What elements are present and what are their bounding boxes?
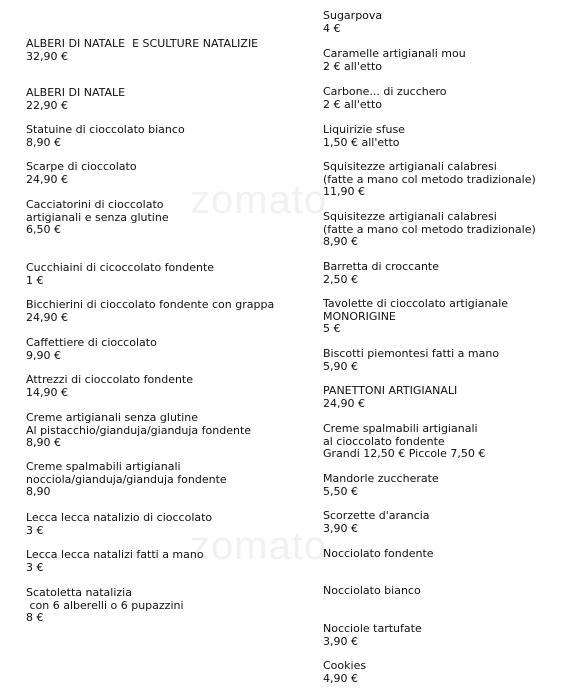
item-name: Cacciatorini di cioccolato xyxy=(26,198,164,211)
item-name: Nocciolato bianco xyxy=(323,584,421,597)
item-price: 5,90 € xyxy=(323,359,358,373)
menu-item xyxy=(323,348,499,373)
menu-item xyxy=(26,299,274,324)
item-price: 4 € xyxy=(323,21,341,35)
item-name: Scatoletta natalizia xyxy=(26,586,132,599)
menu-item xyxy=(26,38,258,63)
item-price: 3,90 € xyxy=(323,521,358,535)
menu-item xyxy=(323,211,536,249)
menu-item xyxy=(323,473,439,498)
item-name: Creme spalmabili artigianali xyxy=(26,460,181,473)
item-name: Squisitezze artigianali calabresi xyxy=(323,210,497,223)
item-name: Nocciolato fondente xyxy=(323,547,434,560)
menu-item xyxy=(323,660,366,685)
item-description: (fatte a mano col metodo tradizionale) xyxy=(323,172,536,186)
item-description: Grandi 12,50 € Piccole 7,50 € xyxy=(323,447,486,460)
menu-item xyxy=(26,549,204,574)
menu-item xyxy=(26,587,184,625)
item-name: Scarpe di cioccolato xyxy=(26,160,137,173)
menu-item xyxy=(323,510,430,535)
item-name: Carbone... di zucchero xyxy=(323,85,447,98)
item-description: Al pistacchio/gianduja/gianduja fondente xyxy=(26,423,252,437)
item-price: 5 € xyxy=(323,322,341,335)
item-name: Tavolette di cioccolato artigianale xyxy=(323,297,509,310)
menu-item xyxy=(26,199,169,237)
menu-item xyxy=(26,161,137,186)
menu-item xyxy=(323,124,405,149)
item-price: 2,50 € xyxy=(323,272,358,286)
item-price: 3 € xyxy=(26,523,44,537)
item-name: Scorzette d'arancia xyxy=(323,509,430,522)
menu-item xyxy=(323,623,422,648)
item-description: artigianali e senza glutine xyxy=(26,210,169,224)
item-name: Statuine di cioccolato bianco xyxy=(26,123,185,136)
menu-item xyxy=(323,10,382,35)
item-price: 8,90 € xyxy=(26,135,61,149)
item-price: 8,90 xyxy=(26,485,51,498)
menu-item xyxy=(26,412,251,450)
item-name: Attrezzi di cioccolato fondente xyxy=(26,373,194,386)
menu-item xyxy=(26,124,185,149)
item-name: Liquirizie sfuse xyxy=(323,123,405,136)
menu-item xyxy=(323,261,439,286)
item-name: PANETTONI ARTIGIANALI xyxy=(323,384,458,397)
item-name: Lecca lecca natalizio di cioccolato xyxy=(26,511,213,524)
item-price: 1 € xyxy=(26,273,44,287)
item-price: 3 € xyxy=(26,560,44,574)
item-price: 9,90 € xyxy=(26,348,61,362)
item-price: 6,50 € xyxy=(26,223,61,236)
item-price: 24,90 € xyxy=(26,310,68,324)
item-price: 22,90 € xyxy=(26,98,68,112)
menu-item xyxy=(26,374,193,399)
menu-item xyxy=(323,423,485,461)
item-name: ALBERI DI NATALE E SCULTURE NATALIZIE xyxy=(26,37,259,50)
item-name: Barretta di croccante xyxy=(323,260,440,273)
item-name: Nocciole tartufate xyxy=(323,622,422,635)
item-name: Cucchiaini di cicoccolato fondente xyxy=(26,261,215,274)
item-name: ALBERI DI NATALE xyxy=(26,86,126,99)
item-name: Biscotti piemontesi fatti a mano xyxy=(323,347,500,360)
item-price: 24,90 € xyxy=(26,172,68,186)
item-price: 2 € all'etto xyxy=(323,59,382,73)
item-price: 11,90 € xyxy=(323,185,365,198)
item-name: Squisitezze artigianali calabresi xyxy=(323,160,497,173)
item-name: Caffettiere di cioccolato xyxy=(26,336,157,349)
menu-item xyxy=(323,548,434,561)
item-description: nocciola/gianduja/gianduja fondente xyxy=(26,472,227,486)
menu-item xyxy=(26,461,227,499)
item-name: Creme artigianali senza glutine xyxy=(26,411,199,424)
item-price: 2 € all'etto xyxy=(323,97,382,111)
item-price: 5,50 € xyxy=(323,484,358,498)
watermark-bottom: zomato xyxy=(190,524,328,568)
item-price: 32,90 € xyxy=(26,49,68,63)
item-price: 1,50 € all'etto xyxy=(323,135,400,149)
menu-item xyxy=(26,87,125,112)
menu-item xyxy=(323,585,421,598)
menu-item xyxy=(26,262,214,287)
item-name: Cookies xyxy=(323,659,367,672)
item-name: Creme spalmabili artigianali xyxy=(323,422,478,435)
menu-item xyxy=(323,385,457,410)
item-price: 14,90 € xyxy=(26,385,68,399)
item-price: 3,90 € xyxy=(323,634,358,648)
item-description: con 6 alberelli o 6 pupazzini xyxy=(26,598,184,612)
menu-item xyxy=(323,48,466,73)
item-name: Sugarpova xyxy=(323,9,383,22)
item-price: 4,90 € xyxy=(323,671,358,685)
item-name: Caramelle artigianali mou xyxy=(323,47,466,60)
item-price: 24,90 € xyxy=(323,396,365,410)
menu-item xyxy=(26,337,157,362)
item-name: Mandorle zuccherate xyxy=(323,472,439,485)
watermark-top: zomato xyxy=(190,178,328,222)
item-price: 8 € xyxy=(26,611,44,624)
menu-item xyxy=(323,161,536,199)
menu-item xyxy=(323,298,508,336)
menu-item xyxy=(26,512,212,537)
item-description: al cioccolato fondente xyxy=(323,434,445,448)
item-name: Lecca lecca natalizi fatti a mano xyxy=(26,548,204,561)
menu-item xyxy=(323,86,447,111)
item-description: MONORIGINE xyxy=(323,309,396,323)
item-price: 8,90 € xyxy=(323,235,358,248)
item-name: Bicchierini di cioccolato fondente con grappa xyxy=(26,298,275,311)
item-description: (fatte a mano col metodo tradizionale) xyxy=(323,222,536,236)
item-price: 8,90 € xyxy=(26,436,61,449)
